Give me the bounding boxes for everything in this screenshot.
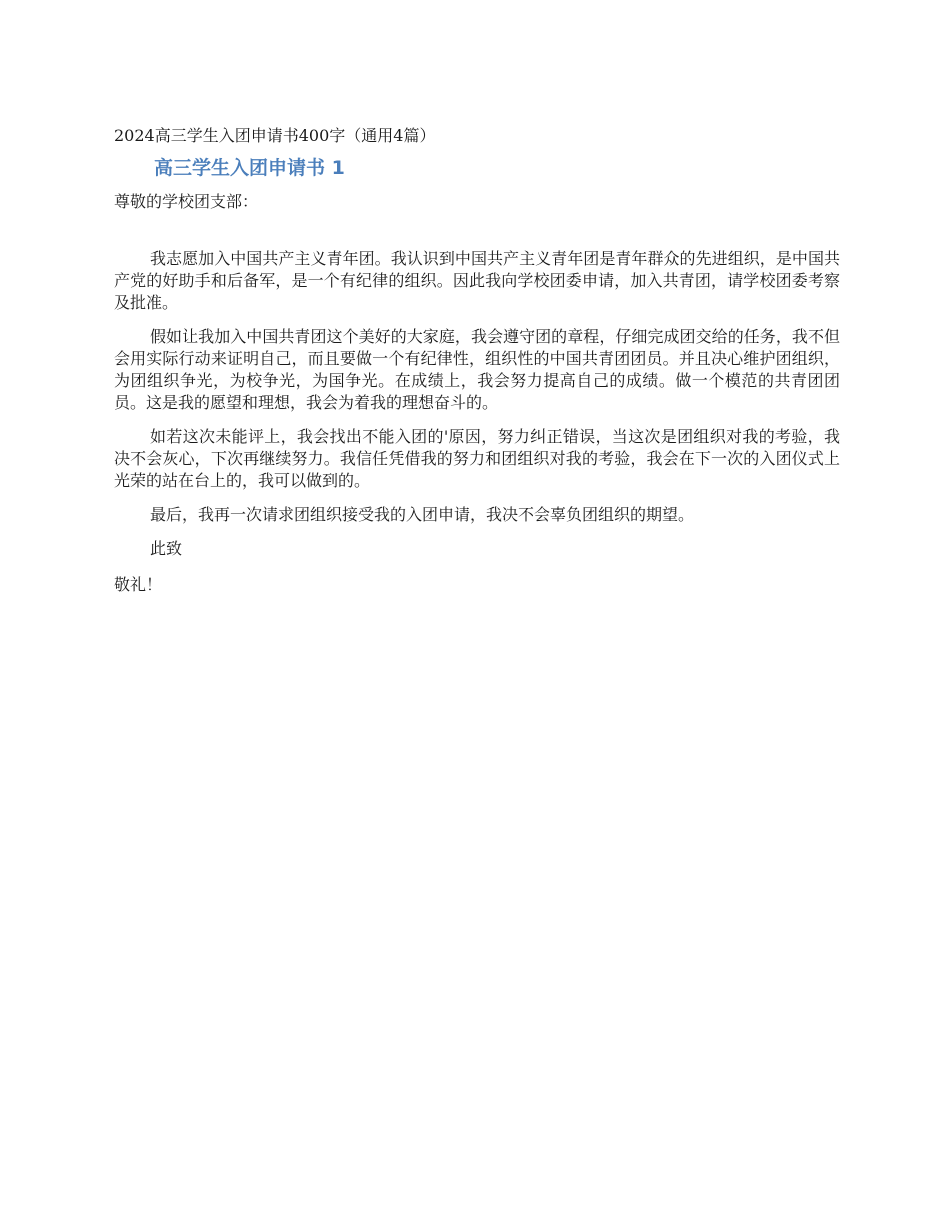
regards-line: 敬礼！ [114, 575, 163, 594]
closing-line: 此致 [150, 539, 183, 558]
body-paragraph: 我志愿加入中国共产主义青年团。我认识到中国共产主义青年团是青年群众的先进组织，是中国共产党的好助手和后备军，是一个有纪律的组织。因此我向学校团委申请，加入共青团，请学校团委考察及批准。 [114, 249, 840, 312]
body-paragraph: 假如让我加入中国共青团这个美好的大家庭，我会遵守团的章程，仔细完成团交给的任务，我不但会用实际行动来证明自己，而且要做一个有纪律性，组织性的中国共青团团员。并且决心维护团组织，为团组织争光，为校争光，为国争光。在成绩上，我会努力提高自己的成绩。做一个模范的共青团团员。这是我的愿望和理想，我会为着我的理想奋斗的。 [114, 327, 840, 412]
body-paragraph: 如若这次未能评上，我会找出不能入团的'原因，努力纠正错误，当这次是团组织对我的考验，我决不会灰心，下次再继续努力。我信任凭借我的努力和团组织对我的考验，我会在下一次的入团仪式上光荣的站在台上的，我可以做到的。 [114, 427, 840, 490]
document-page [114, 124, 840, 596]
document-title: 2024高三学生入团申请书400字（通用4篇） [114, 126, 436, 145]
section-heading: 高三学生入团申请书 1 [154, 157, 345, 179]
salutation: 尊敬的学校团支部： [114, 192, 259, 211]
body-paragraph: 最后，我再一次请求团组织接受我的入团申请，我决不会辜负团组织的期望。 [150, 505, 695, 524]
